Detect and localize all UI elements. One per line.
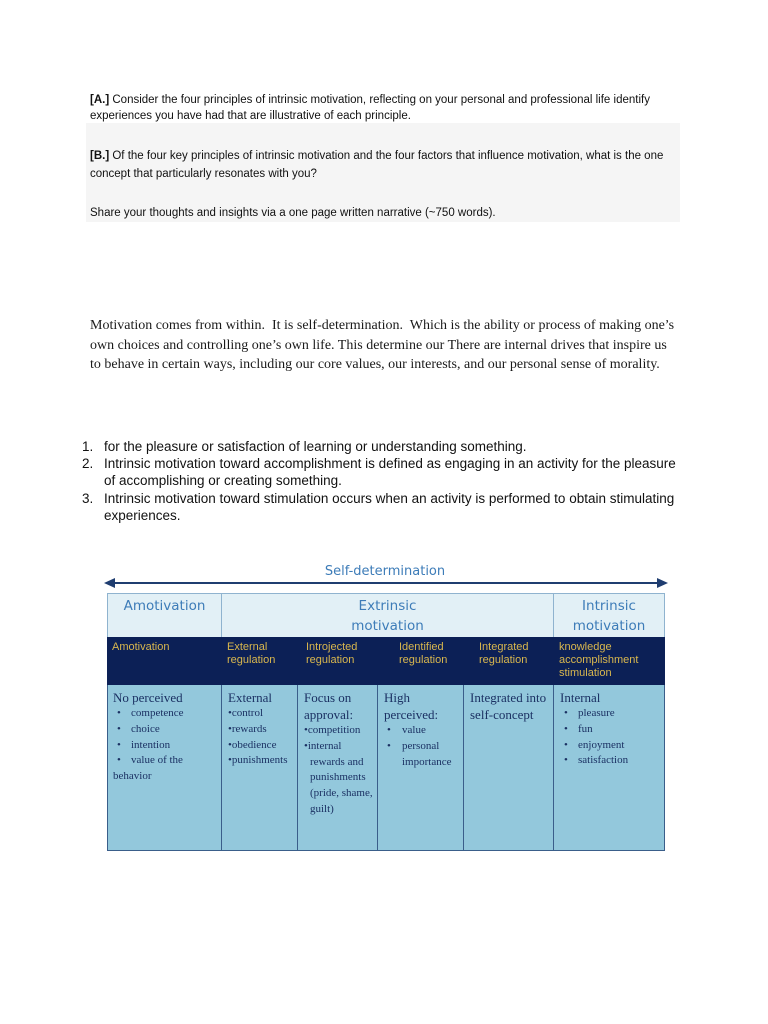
prompt-a-text: Consider the four principles of intrinsic motivation, reflecting on your personal and professional life identify experiences you have had that are illustrative of each principle.	[90, 94, 650, 122]
cell-heading: No perceived	[113, 690, 183, 705]
bullet-list	[113, 706, 219, 785]
share-instructions: Share your thoughts and insights via a one page written narrative (~750 words).	[90, 207, 496, 219]
list-number: 1.	[82, 439, 94, 454]
list-number: 2.	[82, 456, 94, 472]
header-cell: Identified regulation	[399, 641, 448, 666]
diagram-title: Self-determination	[324, 564, 446, 579]
top-cell-label: Amotivation	[123, 598, 206, 614]
bullet-item: • control	[228, 706, 295, 722]
body-cell-external	[221, 685, 297, 850]
list-text: for the pleasure or satisfaction of learning or understanding something.	[104, 439, 527, 454]
header-cell: knowledge accomplishment stimulation	[559, 641, 639, 679]
cell-heading: Internal	[560, 690, 601, 705]
motivation-paragraph: Motivation comes from within. It is self-determination. Which is the ability or process of making one’s own choices and controlling one’s own life. This determine our There are internal drives that inspire us to behave in certain ways, including our core values, our interests, and our personal sense of morality.	[90, 318, 678, 373]
top-cell-label: Intrinsic motivation	[572, 598, 646, 634]
body-cell-introjected	[297, 685, 377, 850]
bullet-list	[560, 706, 662, 769]
list-text: Intrinsic motivation toward accomplishment is defined as engaging in an activity for the pleasure of accomplishing or creating something.	[104, 456, 676, 489]
list-text: Intrinsic motivation toward stimulation occurs when an activity is performed to obtain stimulating experiences.	[104, 490, 675, 523]
prompt-a	[90, 92, 682, 124]
bullet-item: • personal importance	[384, 739, 461, 771]
bullet-item: • intention	[113, 738, 219, 754]
bullet-item: • fun	[560, 722, 662, 738]
prompt-b-label: [B.]	[90, 150, 110, 162]
prompt-a-label: [A.]	[90, 94, 110, 106]
body-cell-integrated	[463, 685, 553, 850]
cell-heading: Focus on approval:	[304, 690, 354, 722]
diagram-body-row	[107, 685, 665, 851]
top-cell-label: Extrinsic motivation	[351, 598, 424, 634]
bullet-list	[228, 706, 295, 769]
header-cell: Introjected regulation	[306, 641, 358, 666]
bullet-item: • satisfaction	[560, 753, 662, 769]
bullet-item: • competition	[304, 723, 375, 739]
cell-heading: Integrated into self-concept	[470, 690, 547, 722]
body-cell-identified	[377, 685, 463, 850]
bullet-list	[304, 723, 375, 818]
header-cell: Amotivation	[112, 641, 170, 653]
top-cell-intrinsic	[553, 593, 665, 637]
list-item	[82, 438, 679, 455]
bullet-item: • value of the behavior	[113, 753, 219, 785]
diagram-header-row	[107, 637, 665, 685]
self-determination-table	[107, 593, 665, 851]
list-item	[82, 490, 679, 524]
cell-heading: High perceived:	[384, 690, 439, 722]
bullet-list	[384, 723, 461, 770]
cell-heading: External	[228, 690, 273, 705]
body-cell-amotivation	[107, 685, 221, 850]
numbered-list	[82, 438, 679, 524]
bullet-item: • rewards	[228, 722, 295, 738]
bullet-item: • competence	[113, 706, 219, 722]
header-cell: Integrated regulation	[479, 641, 529, 666]
list-item	[82, 455, 679, 489]
bullet-item: • internal rewards and punishments (pride, shame, guilt)	[304, 739, 375, 818]
bullet-item: • pleasure	[560, 706, 662, 722]
bullet-item: • enjoyment	[560, 738, 662, 754]
double-headed-arrow-icon	[100, 577, 672, 589]
diagram-top-row	[107, 593, 665, 637]
bullet-item: • obedience	[228, 738, 295, 754]
header-cell: External regulation	[227, 641, 276, 666]
prompt-b-text: Of the four key principles of intrinsic motivation and the four factors that influence motivation, what is the one concept that particularly resonates with you?	[90, 150, 664, 180]
bullet-item: • punishments	[228, 753, 295, 769]
body-cell-intrinsic	[553, 685, 665, 850]
top-cell-amotivation	[107, 593, 221, 637]
bullet-item: • value	[384, 723, 461, 739]
top-cell-extrinsic	[221, 593, 553, 637]
prompt-b	[90, 147, 682, 183]
list-number: 3.	[82, 490, 94, 506]
bullet-item: • choice	[113, 722, 219, 738]
